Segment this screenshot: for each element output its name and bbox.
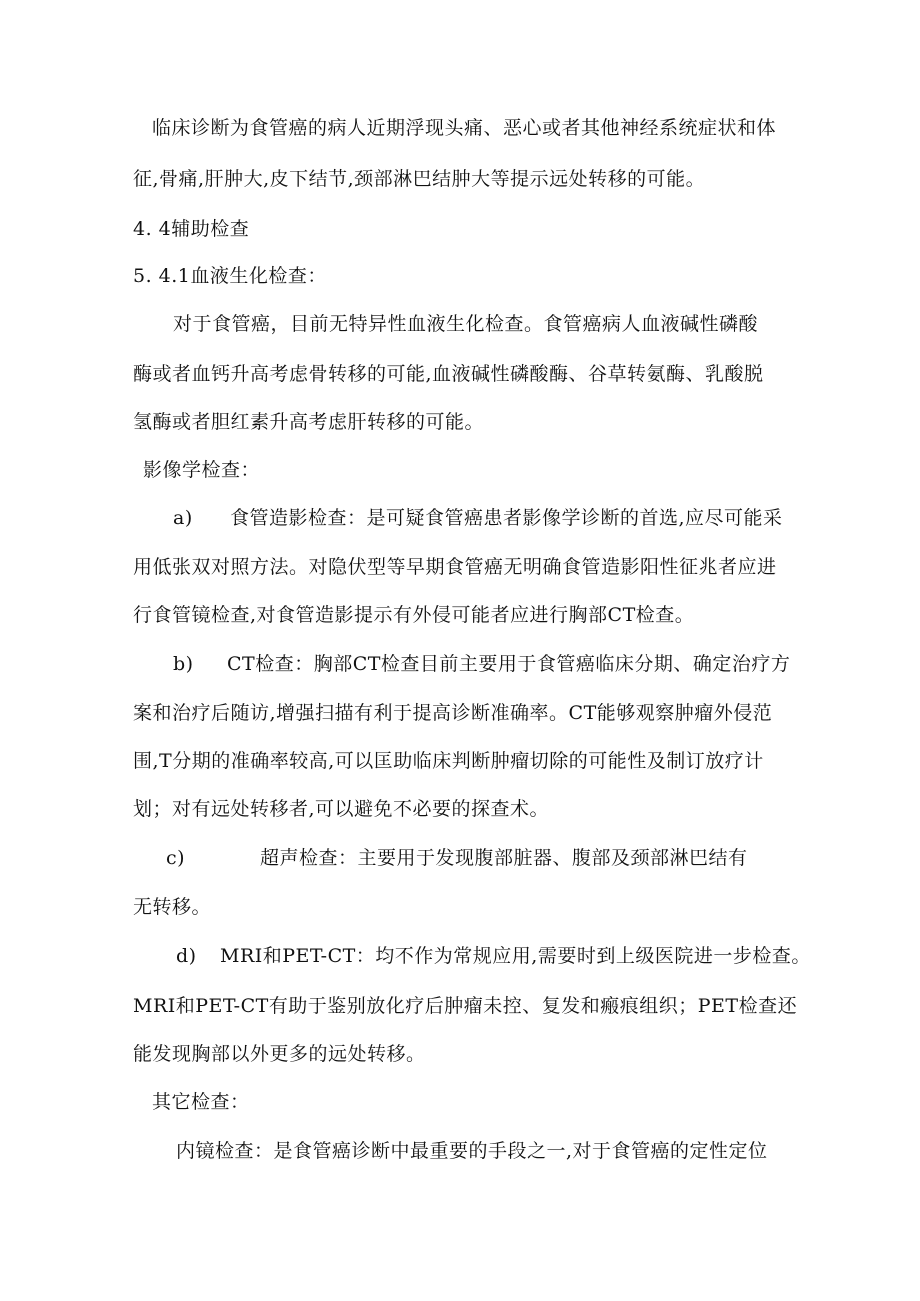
section-heading-imaging: 影像学检查：: [143, 459, 261, 481]
item-b-line4: 划；对有远处转移者,可以避免不必要的探查术。: [133, 798, 550, 820]
para1-line2: 征,骨痛,肝肿大,皮下结节,颈部淋巴结肿大等提示远处转移的可能。: [133, 168, 706, 190]
item-a-line3: 行食管镜检查,对食管造影提示有外侵可能者应进行胸部CT检查。: [133, 604, 695, 626]
para1-line1: 临床诊断为食管癌的病人近期浮现头痛、恶心或者其他神经系统症状和体: [152, 117, 777, 139]
item-d-line1: MRI和PET-CT：均不作为常规应用,需要时到上级医院进一步检查。: [220, 945, 811, 967]
item-c-line2: 无转移。: [133, 896, 212, 918]
item-c-marker: c): [166, 847, 186, 869]
para2-line1: 对于食管癌，目前无特异性血液生化检查。食管癌病人血液碱性磷酸: [173, 313, 759, 335]
para2-line2: 酶或者血钙升高考虑骨转移的可能,血液碱性磷酸酶、谷草转氨酶、乳酸脱: [133, 363, 764, 385]
section-heading-5-4-1: 5. 4.1血液生化检查：: [133, 265, 327, 287]
item-b-line1: CT检查：胸部CT检查目前主要用于食管癌临床分期、确定治疗方: [227, 653, 791, 675]
item-d-marker: d): [176, 945, 197, 967]
item-a-marker: a): [173, 507, 193, 529]
item-a-line1: 食管造影检查：是可疑食管癌患者影像学诊断的首选,应尽可能采: [230, 507, 783, 529]
section-heading-other: 其它检查：: [152, 1091, 250, 1113]
item-d-line2: MRI和PET-CT有助于鉴别放化疗后肿瘤未控、复发和瘢痕组织；PET检查还: [133, 995, 798, 1017]
item-a-line2: 用低张双对照方法。对隐伏型等早期食管癌无明确食管造影阳性征兆者应进: [133, 556, 777, 578]
item-b-line2: 案和治疗后随访,增强扫描有利于提高诊断准确率。CT能够观察肿瘤外侵范: [133, 702, 773, 724]
item-b-marker: b): [173, 653, 194, 675]
para2-line3: 氢酶或者胆红素升高考虑肝转移的可能。: [133, 411, 485, 433]
item-d-line3: 能发现胸部以外更多的远处转移。: [133, 1043, 426, 1065]
item-b-line3: 围,T分期的准确率较高,可以匡助临床判断肿瘤切除的可能性及制订放疗计: [133, 750, 764, 772]
section-heading-4-4: 4. 4辅助检查: [133, 218, 250, 240]
item-c-line1: 超声检查：主要用于发现腹部脏器、腹部及颈部淋巴结有: [260, 847, 748, 869]
para-endoscopy-line1: 内镜检查：是食管癌诊断中最重要的手段之一,对于食管癌的定性定位: [176, 1140, 768, 1162]
